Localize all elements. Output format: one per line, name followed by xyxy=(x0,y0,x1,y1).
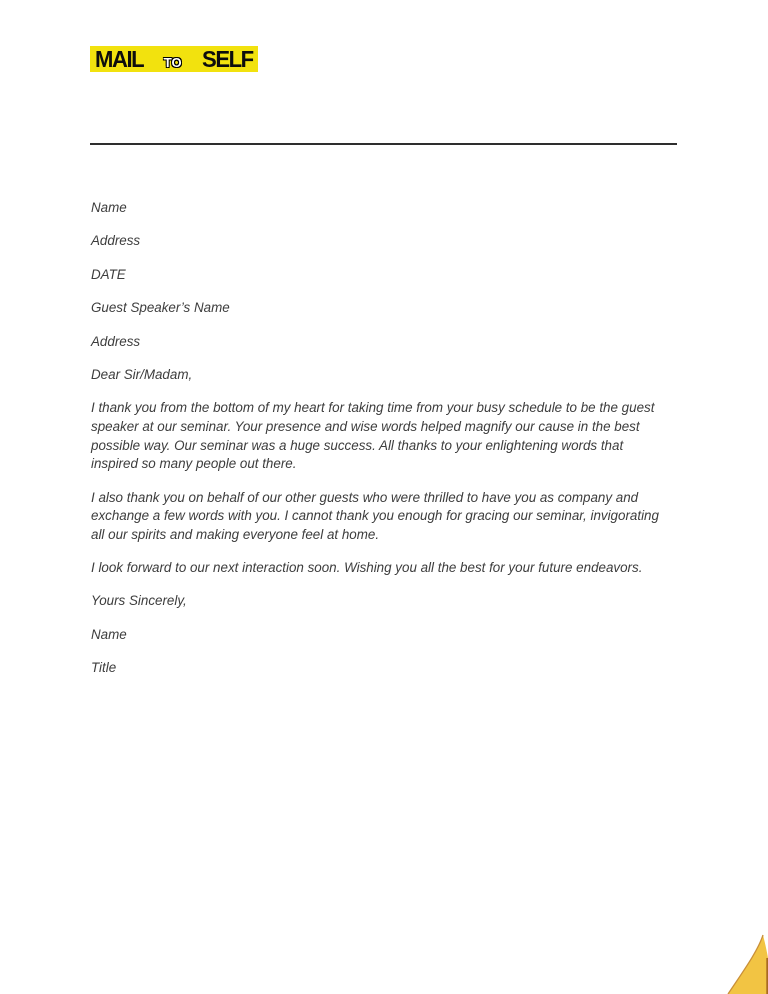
logo-word-to: TO xyxy=(163,54,182,70)
letter-line: inspired so many people out there. xyxy=(91,456,297,472)
paragraph-1 xyxy=(91,399,659,473)
closing-line: Yours Sincerely, xyxy=(91,593,187,609)
recipient-address-line: Address xyxy=(91,233,141,249)
letter-line: all our spirits and making everyone feel at home. xyxy=(91,526,380,542)
signature-name-line: Name xyxy=(91,626,127,642)
speaker-address-line: Address xyxy=(91,333,141,349)
corner-swoosh-graphic xyxy=(722,918,768,994)
letter-line: exchange a few words with you. I cannot thank you enough for gracing our seminar, invigorating xyxy=(91,508,659,524)
letter-line: possible way. Our seminar was a huge success. All thanks to your enlightening words that xyxy=(91,437,624,453)
letter-body xyxy=(91,199,659,693)
salutation-line: Dear Sir/Madam, xyxy=(91,366,193,382)
recipient-name-line: Name xyxy=(91,200,127,215)
mail-to-self-logo xyxy=(90,46,258,72)
guest-speaker-name-line: Guest Speaker’s Name xyxy=(91,300,230,316)
logo-word-mail: MAIL xyxy=(95,45,144,72)
letter-line: I also thank you on behalf of our other guests who were thrilled to have you as company and xyxy=(91,489,639,505)
date-line: DATE xyxy=(91,266,126,282)
letter-line: I look forward to our next interaction soon. Wishing you all the best for your future endeavors. xyxy=(91,560,643,576)
paragraph-2 xyxy=(91,489,659,545)
signature-title-line: Title xyxy=(91,660,117,676)
paragraph-3 xyxy=(91,559,659,578)
letter-line: speaker at our seminar. Your presence and wise words helped magnify our cause in the best xyxy=(91,418,640,434)
letter-line: I thank you from the bottom of my heart for taking time from your busy schedule to be the guest xyxy=(91,400,655,416)
divider-line xyxy=(90,143,677,145)
logo-word-self: SELF xyxy=(202,45,253,72)
